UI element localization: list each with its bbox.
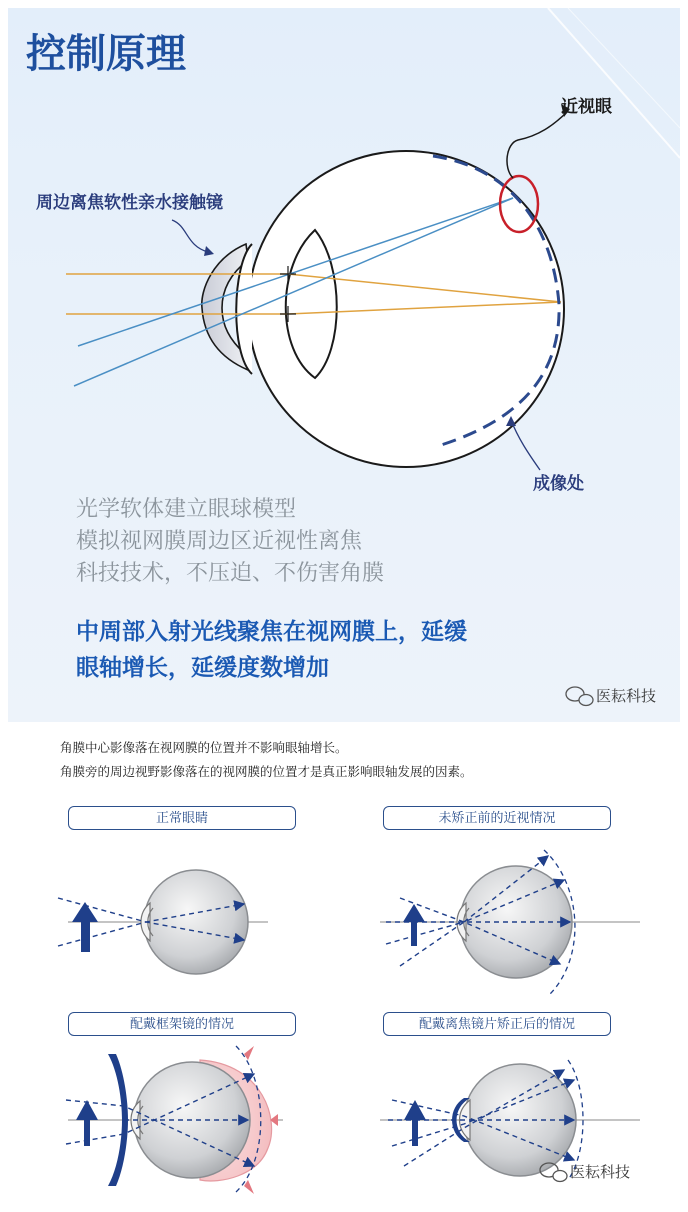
description-line: 光学软体建立眼球模型 <box>76 497 297 522</box>
panel-label-normal: 正常眼睛 <box>68 806 296 830</box>
highlight-line: 中周部入射光线聚焦在视网膜上，延缓 <box>76 619 467 645</box>
diagram-glasses-eye <box>66 1046 283 1194</box>
watermark-text: 医耘科技 <box>596 687 657 705</box>
pointer-lens <box>172 220 208 252</box>
intro-line: 角膜旁的周边视野影像落在的视网膜的位置才是真正影响眼轴发展的因素。 <box>60 764 473 779</box>
wechat-icon <box>566 687 593 706</box>
top-panel <box>8 8 680 722</box>
eye-comparison-diagrams <box>8 728 680 1212</box>
page-title: 控制原理 <box>26 31 186 77</box>
pointer-image <box>511 420 540 470</box>
intro-line: 角膜中心影像落在视网膜的位置并不影响眼轴增长。 <box>60 740 348 755</box>
label-myopia-eye: 近视眼 <box>561 97 612 117</box>
panel-label-myopia: 未矫正前的近视情况 <box>383 806 611 830</box>
label-image-point: 成像处 <box>533 474 584 494</box>
light-streak <box>548 8 680 158</box>
highlight-block <box>76 614 467 686</box>
diagram-myopia-eye <box>380 850 640 996</box>
arrowhead <box>204 246 214 256</box>
pointer-myopia <box>507 111 568 178</box>
description-line: 模拟视网膜周边区近视性离焦 <box>76 529 363 554</box>
watermark-text: 医耘科技 <box>570 1163 631 1181</box>
highlight-line: 眼轴增长，延缓度数增加 <box>76 655 329 681</box>
label-contact-lens: 周边离焦软性亲水接触镜 <box>36 193 223 213</box>
description-line: 科技技术，不压迫、不伤害角膜 <box>76 561 385 586</box>
panel-label-defocus: 配戴离焦镜片矫正后的情况 <box>383 1012 611 1036</box>
bottom-panel <box>8 728 680 1212</box>
panel-label-glasses: 配戴框架镜的情况 <box>68 1012 296 1036</box>
description-block <box>76 494 384 590</box>
diagram-normal-eye <box>58 870 268 974</box>
